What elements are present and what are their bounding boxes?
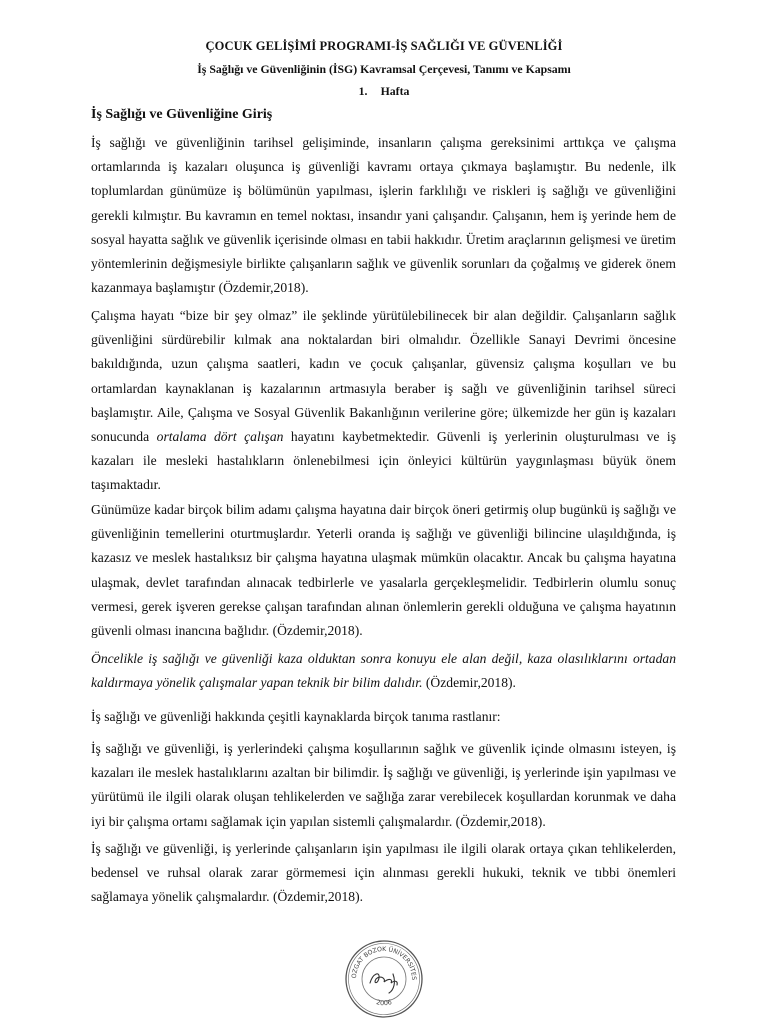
paragraph-2-text	[91, 304, 676, 498]
paragraph-7-text: İş sağlığı ve güvenliği, iş yerlerinde çalışanların işin yapılması ile ilgili olarak ortaya çıkan tehlikelerden, bedensel ve ruhsal olarak zarar görmemesi için alınması gerekli hukuki, teknik ve tıbbi önemleri sağlamaya yönelik çalışmalardır. (Özdemir,2018).	[91, 841, 676, 905]
paragraph-1-text: İş sağlığı ve güvenliğinin tarihsel gelişiminde, insanların çalışma gereksinimi arttıkça ve çalışma ortamlarında iş kazaları oluşunca iş güvenliği kavramı ortaya çıkmaya başlamıştır. Bu nedenle, ilk toplumlardan günümüze iş bölümünün yapılması, işlerin farklılığı ve riskleri iş sağlığı ve güvenliğini gerekli kılmıştır. Bu kavramın en temel noktası, insandır yani çalışandır. Çalışanın, hem iş yerinde hem de sosyal hayatta sağlık ve güvenlik içerisinde olması en tabii hakkıdır. Üretim araçlarının gelişmesi ve üretim yöntemlerinin değişmesiyle birlikte çalışanların sağlık ve güvenlik sorunları da çoğalmış ve giderek önem kazanmaya başlamıştır (Özdemir,2018).	[91, 135, 676, 296]
svg-text:YOZGAT BOZOK ÜNİVERSİTESİ	[343, 938, 417, 980]
paragraph-2	[91, 304, 676, 498]
seal-year: 2006	[375, 998, 393, 1008]
seal-graphic	[343, 938, 425, 1020]
paragraph-1	[91, 131, 676, 300]
paragraph-2-emphasis: ortalama dört çalışan	[156, 429, 284, 445]
document-subtitle: İş Sağlığı ve Güvenliğinin (İSG) Kavramsal Çerçevesi, Tanımı ve Kapsamı	[197, 62, 571, 76]
paragraph-4	[91, 647, 676, 695]
paragraph-2-part-a: Çalışma hayatı “bize bir şey olmaz” ile şeklinde yürütülebilinecek bir alan değildir. Çalışanların sağlık güvenliğini sürdürebilir kılmak ana noktalardan biri olmalıdır. Özellikle Sanayi Devrimi öncesine bakıldığında, uzun çalışma saatleri, kadın ve çocuk çalışanlar, güvensiz çalışma koşulları ve bu ortamlardan kaynaklanan iş kazalarının artmasıyla beraber iş sağlı ve güvenliğinin tarihsel süreci başlamıştır. Aile, Çalışma ve Sosyal Güvenlik Bakanlığının verilerine göre; ülkemizde her gün iş kazaları sonucunda	[91, 308, 676, 445]
seal-signature-mark	[370, 974, 397, 993]
section-heading: İş Sağlığı ve Güvenliğine Giriş	[91, 107, 273, 122]
seal-text: OZGAT BOZOK ÜNİVERSİTES	[350, 945, 418, 981]
paragraph-5-text: İş sağlığı ve güvenliği hakkında çeşitli kaynaklarda birçok tanıma rastlanır:	[91, 709, 501, 724]
paragraph-2-part-b: hayatını kaybetmektedir. Güvenli iş yerlerinin oluşturulması ve iş kazaları ile mesleki hastalıkların önlenebilmesi için önleyici kültürün yaygınlaşması büyük önem taşımaktadır.	[91, 429, 676, 493]
paragraph-6	[91, 737, 676, 834]
paragraph-4-text	[91, 647, 676, 695]
paragraph-3	[91, 498, 676, 643]
week-number: 1.	[358, 84, 368, 98]
university-seal-logo	[343, 938, 425, 1020]
svg-text:2006	[375, 998, 392, 1007]
week-label: Hafta	[380, 84, 410, 98]
paragraph-5	[91, 705, 676, 729]
paragraph-4-citation: (Özdemir,2018).	[422, 675, 516, 691]
paragraph-7	[91, 837, 676, 910]
paragraph-6-text: İş sağlığı ve güvenliği, iş yerlerindeki çalışma koşullarının sağlık ve güvenlik içinde olmasını isteyen, iş kazaları ile meslek hastalıklarını azaltan bir bilimdir. İş sağlığı ve güvenliği, iş yerlerinde işin yapılması ve yürütümü ile ilgili olarak oluşan tehlikelerden ve sağlığa zarar verebilecek koşullardan korunmak ve daha iyi bir çalışma ortamı sağlamak için yapılan sistemli çalışmalardır. (Özdemir,2018).	[91, 741, 676, 829]
document-title: ÇOCUK GELİŞİMİ PROGRAMI-İŞ SAĞLIĞI VE GÜVENLİĞİ	[205, 39, 563, 53]
paragraph-3-text: Günümüze kadar birçok bilim adamı çalışma hayatına dair birçok öneri getirmiş olup bugünkü iş sağlığı ve güvenliğinin temellerini oturtmuşlardır. Yeterli oranda iş sağlığı ve güvenliği bilincine ulaşıldığında, iş kazasız ve meslek hastalıksız bir çalışma hayatına ulaşmak mümkün olacaktır. Ancak bu çalışma hayatına ulaşmak, devlet tarafından alınacak tedbirlerle ve yasalarla gerçekleşmelidir. Tedbirlerin olumlu sonuç vermesi, gerek işveren gerekse çalışan tarafından alınan önlemlerin gerekli olduğuna ve çalışma hayatının güvenli olması inancına bağlıdır. (Özdemir,2018).	[91, 502, 676, 639]
paragraph-4-emphasis: Öncelikle iş sağlığı ve güvenliği kaza olduktan sonra konuyu ele alan değil, kaza olasılıklarını ortadan kaldırmaya yönelik çalışmalar yapan teknik bir bilim dalıdır.	[91, 651, 676, 691]
week-heading	[0, 84, 768, 99]
